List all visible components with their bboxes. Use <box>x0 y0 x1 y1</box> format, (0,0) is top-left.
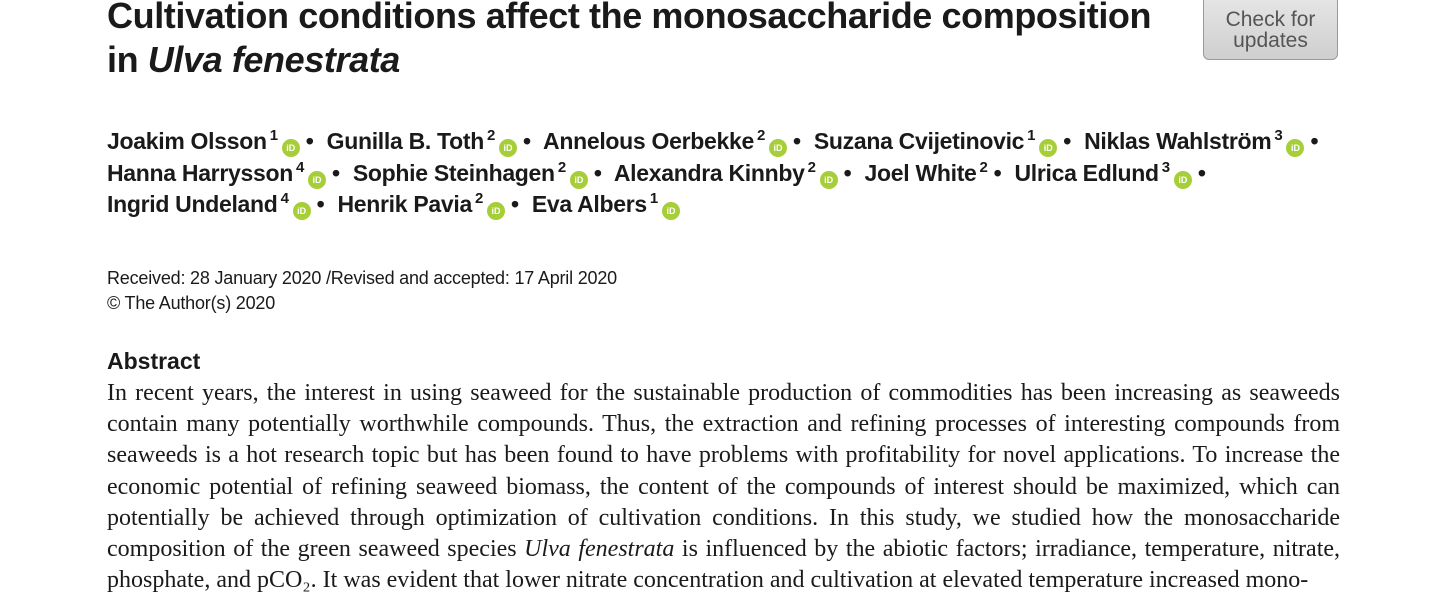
author-separator: • <box>1310 128 1319 154</box>
author-affiliation: 2 <box>486 127 496 144</box>
title-line-2-prefix: in <box>107 39 148 80</box>
author-affiliation: 2 <box>557 158 566 176</box>
author-affiliation: 4 <box>295 158 305 176</box>
author-name[interactable]: Ingrid Undeland <box>107 191 278 217</box>
author-separator: • <box>793 128 801 154</box>
abstract-heading: Abstract <box>107 348 201 374</box>
author-name[interactable]: Annelous Oerbekke <box>543 128 754 154</box>
abstract-text <box>107 378 1340 596</box>
article-dates <box>107 266 617 316</box>
author-name[interactable]: Suzana Cvijetinovic <box>813 128 1025 154</box>
author-affiliation: 1 <box>269 127 278 144</box>
orcid-icon[interactable]: iD <box>308 171 326 189</box>
abstract-species-name: Ulva fenestrata <box>524 536 675 563</box>
orcid-icon[interactable]: iD <box>769 139 787 157</box>
author-item <box>614 160 859 186</box>
author-item <box>532 191 680 217</box>
orcid-icon[interactable]: iD <box>570 171 588 189</box>
author-list <box>107 126 1347 221</box>
orcid-icon[interactable]: iD <box>487 202 505 220</box>
author-item <box>814 128 1078 154</box>
check-for-updates-label-1: Check for <box>1225 8 1316 31</box>
author-item <box>543 128 808 154</box>
received-revised-dates: Received: 28 January 2020 /Revised and accepted: 17 April 2020 <box>107 268 617 288</box>
orcid-icon[interactable]: iD <box>662 202 680 220</box>
author-name[interactable]: Joakim Olsson <box>107 128 267 154</box>
author-name[interactable]: Sophie Steinhagen <box>352 159 555 186</box>
check-for-updates-button[interactable] <box>1203 0 1338 60</box>
author-separator: • <box>316 191 325 217</box>
author-affiliation: 2 <box>807 158 816 176</box>
author-separator: • <box>593 159 602 186</box>
author-name[interactable]: Alexandra Kinnby <box>613 159 805 186</box>
abstract-text-part-1: In recent years, the interest in using seaweed for the sustainable production of commodities has been increasing as seaweeds contain many potentially worthwhile compounds. Thus, the extraction and refining processes of interesting compounds from seaweeds is a hot research topic but has been found to have problems with profitability for novel applications. To increase the economic potential of refining seaweed biomass, the content of the compounds of interest should be maximized, which can potentially be achieved through optimization of cultivation conditions. In this study, we studied how the monosaccharide composition of the green seaweed species <box>107 380 1340 563</box>
author-name[interactable]: Eva Albers <box>531 191 647 217</box>
author-affiliation: 4 <box>280 190 289 207</box>
author-name[interactable]: Joel White <box>864 159 977 186</box>
author-name[interactable]: Ulrica Edlund <box>1014 159 1159 186</box>
author-affiliation: 2 <box>474 190 483 207</box>
orcid-icon[interactable]: iD <box>1286 139 1304 157</box>
author-affiliation: 3 <box>1274 127 1283 144</box>
author-affiliation: 1 <box>1027 127 1036 144</box>
abstract-text-part-2: is influenced by the abiotic factors; irradiance, temperature, nitrate, phosphate, and pCO₂. It was evident that lower nitrate concentration and cultivation at elevated temperature increased mono- <box>107 536 1341 594</box>
author-affiliation: 2 <box>979 158 988 176</box>
orcid-icon[interactable]: iD <box>293 202 311 220</box>
author-item <box>107 160 347 186</box>
author-item <box>1014 160 1212 186</box>
author-separator: • <box>993 159 1002 186</box>
author-separator: • <box>305 128 314 154</box>
orcid-icon[interactable]: iD <box>499 139 517 157</box>
author-separator: • <box>1063 128 1071 154</box>
orcid-icon[interactable]: iD <box>282 139 300 157</box>
article-title <box>107 0 1167 82</box>
author-affiliation: 3 <box>1161 158 1170 176</box>
author-item <box>865 160 1009 186</box>
author-separator: • <box>332 159 340 186</box>
author-separator: • <box>511 191 519 217</box>
orcid-icon[interactable]: iD <box>1174 171 1192 189</box>
orcid-icon[interactable]: iD <box>1039 139 1057 157</box>
author-separator: • <box>843 159 852 186</box>
author-item <box>327 128 538 154</box>
author-item <box>353 160 609 186</box>
author-affiliation: 1 <box>649 190 658 207</box>
author-name[interactable]: Hanna Harrysson <box>107 159 293 186</box>
author-name[interactable]: Henrik Pavia <box>337 191 472 217</box>
copyright-notice: © The Author(s) 2020 <box>107 293 276 313</box>
author-separator: • <box>523 128 531 154</box>
author-affiliation: 2 <box>756 127 765 144</box>
author-separator: • <box>1197 159 1206 186</box>
author-item <box>107 128 321 154</box>
author-item <box>1084 128 1325 154</box>
author-item <box>337 191 525 217</box>
author-name[interactable]: Niklas Wahlström <box>1084 128 1272 154</box>
title-line-1: Cultivation conditions affect the monosaccharide composition <box>107 0 1152 36</box>
title-species-name: Ulva fenestrata <box>147 39 400 80</box>
orcid-icon[interactable]: iD <box>820 171 838 189</box>
check-for-updates-label-2: updates <box>1233 29 1308 52</box>
author-item <box>107 191 331 217</box>
author-name[interactable]: Gunilla B. Toth <box>326 128 484 154</box>
